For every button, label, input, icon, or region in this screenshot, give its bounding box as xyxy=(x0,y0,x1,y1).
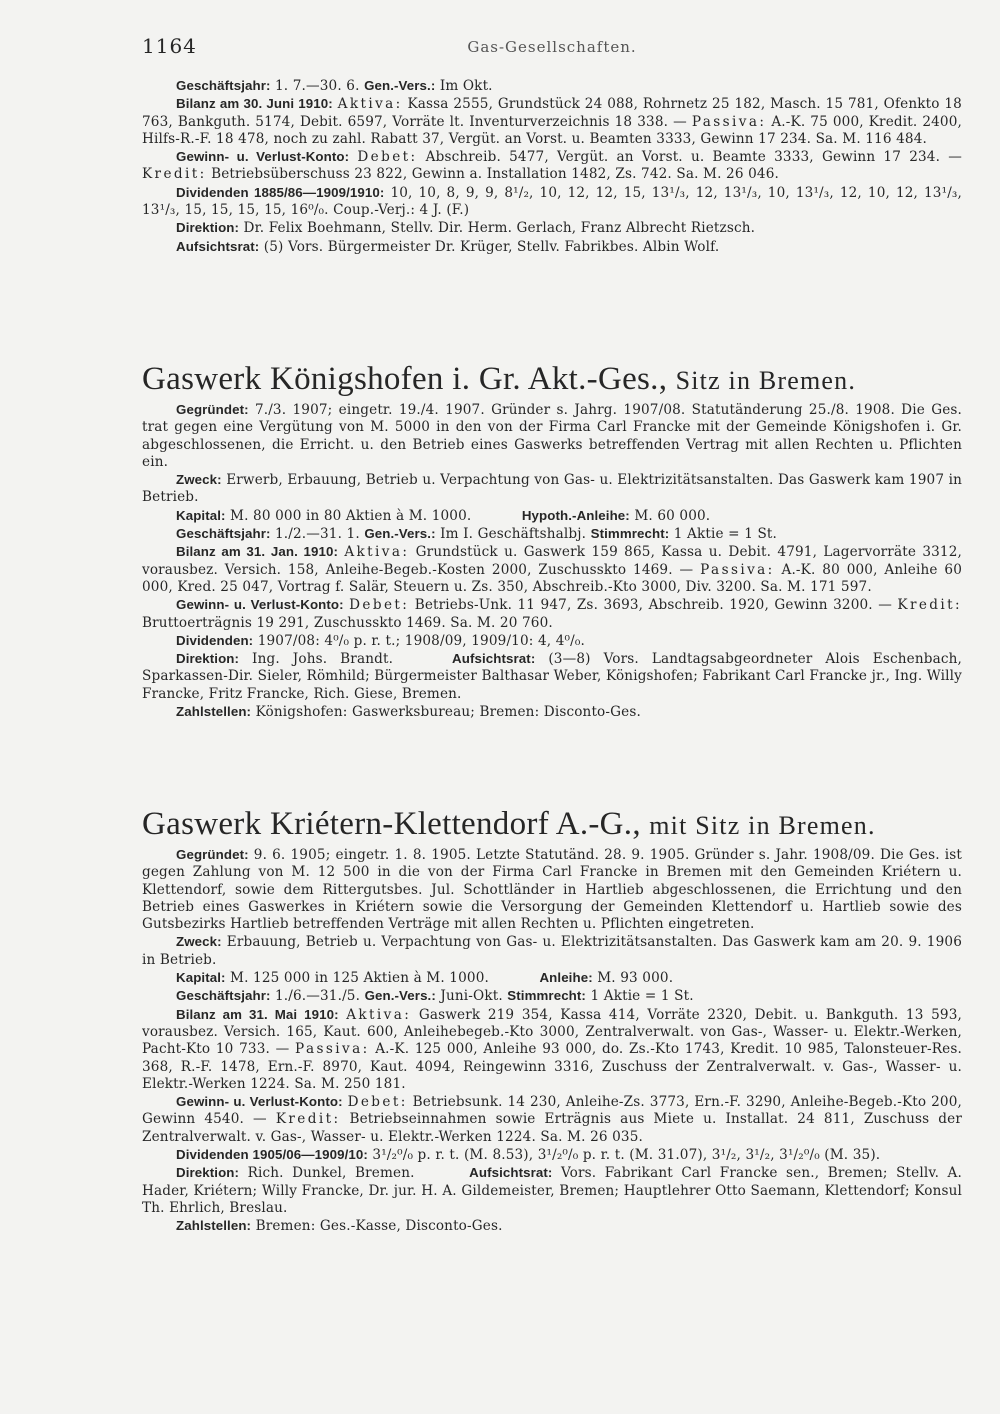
bilanz-paragraph: Bilanz am 30. Juni 1910: Aktiva: Kassa 2555, Grundstück 24 088, Rohrnetz 25 182, Masch. 15 781, Ofenkto 18 763, Bankguth. 5174, Debit. 6597, Vorräte lt. Inventurverzeichnis 18 338. — Passiva: A.-K. 75 000, Kredit. 2400, Hilfs-R.-F. 18 478, noch zu zahl. Rabatt 37, Vergüt. an Vorst. u. Beamten 3333, Gewinn 17 234. Sa. M. 116 484. xyxy=(142,96,962,147)
geschaeftsjahr-line: Geschäftsjahr: 1./6.—31./5. Gen.-Vers.: Juni-Okt. Stimmrecht: 1 Aktie = 1 St. xyxy=(176,988,694,1005)
direktion-aufsichtsrat-paragraph: Direktion: Rich. Dunkel, Bremen. Aufsichtsrat: Vors. Fabrikant Carl Francke sen., Bremen; Stellv. A. Hader, Kriétern; Willy Francke, Dr. jur. H. A. Gildemeister, Bremen; Hauptlehrer Otto Saemann, Klettendorf; Konsul Th. Ehrlich, Breslau. xyxy=(142,1165,962,1216)
gegruendet-paragraph: Gegründet: 7./3. 1907; eingetr. 19./4. 1907. Gründer s. Jahrg. 1907/08. Statutänderung 25./8. 1908. Die Ges. trat gegen eine Vergütung von M. 5000 in den von der Firma Carl Francke mit der Gemeinde Königshofen i. Gr. abgeschlossenen, die Erricht. u. den Betrieb eines Gaswerks betreffenden Vertrag mit allen Rechten u. Pflichten ein. xyxy=(142,402,962,470)
bilanz-paragraph: Bilanz am 31. Jan. 1910: Aktiva: Grundstück u. Gaswerk 159 865, Kassa u. Debit. 4791, Lagervorräte 3312, vorausbez. Versich. 158, Anleihe-Begeb.-Kosten 2000, Zuschusskto 1469. — Passiva: A.-K. 80 000, Anleihe 60 000, Kred. 25 047, Vortrag f. Salär, Steuern u. Zs. 350, Abschreib.-Kto 3000, Div. 3200. Sa. M. 171 597. xyxy=(142,544,962,595)
gegruendet-paragraph: Gegründet: 9. 6. 1905; eingetr. 1. 8. 1905. Letzte Statutänd. 28. 9. 1905. Gründer s. Jahr. 1908/09. Die Ges. ist gegen Zahlung von M. 12 500 in die von der Firma Carl Francke in Bremen mit den Gemeinden Kriétern u. Klettendorf, sowie dem Rittergutsbes. Jul. Schottländer in Hartlieb abgeschlossenen, die Errichtung und den Betrieb eines Gaswerkes in Kriétern sowie die Versorgung der Gemeinden Klettendorf u. Hartlieb sowie des Gutsbezirks Hartlieb betreffenden Verträge mit allen Rechten u. Pflichten eingetreten. xyxy=(142,847,962,933)
geschaeftsjahr-line: Geschäftsjahr: 1. 7.—30. 6. Gen.-Vers.: Im Okt. xyxy=(176,78,493,94)
kapital-line: Kapital: M. 125 000 in 125 Aktien à M. 1000. Anleihe: M. 93 000. xyxy=(176,970,674,987)
entry-gaswerk-koenigshofen xyxy=(142,358,962,721)
entry-title: Gaswerk Königshofen i. Gr. Akt.-Ges., Sitz in Bremen. xyxy=(142,361,857,397)
entry-gaswerk-krietern-klettendorf xyxy=(142,803,962,1236)
zweck-paragraph: Zweck: Erbauung, Betrieb u. Verpachtung von Gas- u. Elektrizitätsanstalten. Das Gaswerk kam am 20. 9. 1906 in Betrieb. xyxy=(142,934,962,968)
dividenden-line: Dividenden: 1907/08: 4⁰/₀ p. r. t.; 1908/09, 1909/10: 4, 4⁰/₀. xyxy=(176,632,585,649)
running-title: Gas-Gesellschaften. xyxy=(467,38,637,56)
gewinn-verlust-paragraph: Gewinn- u. Verlust-Konto: Debet: Abschreib. 5477, Vergüt. an Vorst. u. Beamte 3333, Gewinn 17 234. — Kredit: Betriebsüberschuss 23 822, Gewinn a. Installation 1482, Zs. 742. Sa. M. 26 046. xyxy=(142,149,962,183)
aufsichtsrat-line: Aufsichtsrat: (5) Vors. Bürgermeister Dr. Krüger, Stellv. Fabrikbes. Albin Wolf. xyxy=(176,238,720,255)
dividenden-paragraph: Dividenden 1885/86—1909/1910: 10, 10, 8, 9, 9, 8¹/₂, 10, 12, 12, 15, 13¹/₃, 12, 13¹/₃, 10, 13¹/₃, 12, 10, 12, 13¹/₃, 13¹/₃, 15, 15, 15, 15, 16⁰/₀. Coup.-Verj.: 4 J. (F.) xyxy=(142,184,963,219)
gewinn-verlust-paragraph: Gewinn- u. Verlust-Konto: Debet: Betriebsunk. 14 230, Anleihe-Zs. 3773, Ern.-F. 3290, Anleihe-Begeb.-Kto 200, Gewinn 4540. — Kredit: Betriebseinnahmen sowie Erträgnis aus Miete u. Installat. 24 811, Zuschuss der Zentralverwalt. v. Gas-, Wasser- u. Elektr.-Werken 1224. Sa. M. 26 035. xyxy=(142,1094,962,1145)
bilanz-paragraph: Bilanz am 31. Mai 1910: Aktiva: Gaswerk 219 354, Kassa 414, Vorräte 2320, Debit. u. Bankguth. 13 593, vorausbez. Versich. 165, Kaut. 600, Anleihebegeb.-Kto 3000, Zentralverwalt. von Gas-, Wasser- u. Elektr.-Werken, Pacht-Kto 10 733. — Passiva: A.-K. 125 000, Anleihe 93 000, do. Zs.-Kto 1743, Kredit. 10 985, Talonsteuer-Res. 368, R.-F. 1478, Ern.-F. 8970, Kaut. 4094, Reingewinn 3316, Zuschuss der Zentralverwalt. v. Gas-, Wasser- u. Elektr.-Werken 1224. Sa. M. 250 181. xyxy=(142,1006,962,1092)
dividenden-paragraph: Dividenden 1905/06—1909/10: 3¹/₂⁰/₀ p. r. t. (M. 8.53), 3¹/₂⁰/₀ p. r. t. (M. 31.07), 3¹/₂, 3¹/₂, 3¹/₂⁰/₀ (M. 35). xyxy=(176,1147,881,1164)
direktion-line: Direktion: Dr. Felix Boehmann, Stellv. Dir. Herm. Gerlach, Franz Albrecht Rietzsch. xyxy=(176,220,756,237)
page-number: 1164 xyxy=(142,34,197,58)
previous-entry-continuation xyxy=(142,77,962,256)
geschaeftsjahr-line: Geschäftsjahr: 1./2.—31. 1. Gen.-Vers.: Im I. Geschäftshalbj. Stimmrecht: 1 Aktie = 1 St. xyxy=(176,526,778,543)
zweck-paragraph: Zweck: Erwerb, Erbauung, Betrieb u. Verpachtung von Gas- u. Elektrizitätsanstalten. Das Gaswerk kam 1907 in Betrieb. xyxy=(142,472,963,506)
zahlstellen-line: Zahlstellen: Königshofen: Gaswerksbureau; Bremen: Disconto-Ges. xyxy=(176,704,641,721)
entry-title: Gaswerk Kriétern-Klettendorf A.-G., mit Sitz in Bremen. xyxy=(142,806,876,842)
kapital-line: Kapital: M. 80 000 in 80 Aktien à M. 1000. Hypoth.-Anleihe: M. 60 000. xyxy=(176,507,711,524)
zahlstellen-line: Zahlstellen: Bremen: Ges.-Kasse, Disconto-Ges. xyxy=(176,1218,503,1235)
gewinn-verlust-paragraph: Gewinn- u. Verlust-Konto: Debet: Betriebs-Unk. 11 947, Zs. 3693, Abschreib. 1920, Gewinn 3200. — Kredit: Bruttoerträgnis 19 291, Zuschusskto 1469. Sa. M. 20 760. xyxy=(142,597,962,631)
direktion-aufsichtsrat-paragraph: Direktion: Ing. Johs. Brandt. Aufsichtsrat: (3—8) Vors. Landtagsabgeordneter Alois Eschenbach, Sparkassen-Dir. Sieler, Römhild; Bürgermeister Balthasar Weber, Königshofen; Fabrikant Carl Francke jr., Ing. Willy Francke, Fritz Francke, Rich. Giese, Bremen. xyxy=(142,651,962,702)
page-header xyxy=(142,34,962,64)
